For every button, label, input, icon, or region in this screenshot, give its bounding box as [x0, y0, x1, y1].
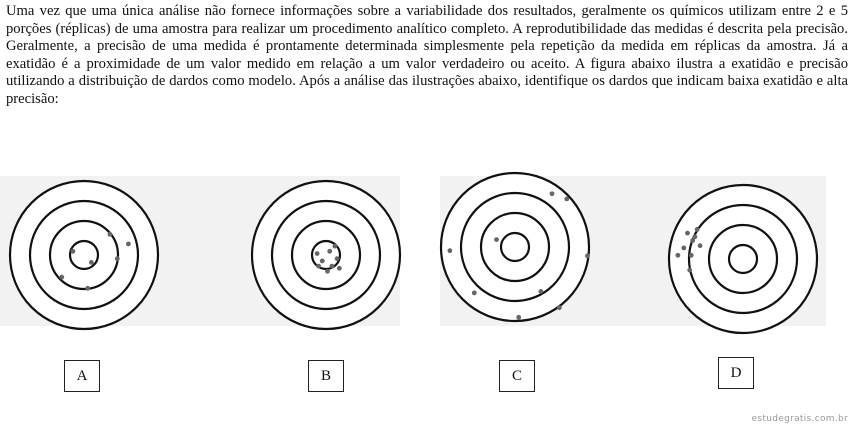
label-b: B — [308, 360, 344, 392]
label-a: A — [64, 360, 100, 392]
dart-mark — [330, 264, 335, 269]
dart-mark — [108, 232, 113, 237]
dart-mark — [675, 253, 680, 258]
dart-mark — [494, 237, 499, 242]
target-ring — [441, 173, 589, 321]
dart-mark — [320, 259, 325, 264]
target-a — [4, 175, 164, 335]
question-text: Uma vez que uma única análise não fornece informações sobre a variabilidade dos resultados, geralmente os químicos utilizam entre 2 e 5 porções (réplicas) de uma amostra para realizar um procedimento analítico completo. A reprodutibilidade das medidas é descrita pela precisão. Geralmente, a precisão de uma medida é prontamente determinada simplesmente pela repetição da medida em réplicas da amostra. Já a exatidão é a proximidade de um valor medido em relação a um valor verdadeiro ou aceito. A figura abaixo ilustra a exatidão e precisão utilizando a distribuição de dardos como modelo. Após a análise das ilustrações abaixo, identifique os dardos que indicam baixa exatidão e alta precisão: — [6, 3, 848, 107]
target-d — [663, 179, 823, 339]
dart-mark — [447, 248, 452, 253]
dart-mark — [472, 290, 477, 295]
dart-mark — [337, 266, 342, 271]
dart-mark — [89, 260, 94, 265]
dart-mark — [698, 243, 703, 248]
dart-mark — [585, 253, 590, 258]
dart-mark — [71, 249, 76, 254]
target-b — [246, 175, 406, 335]
dart-mark — [557, 305, 562, 310]
dart-mark — [695, 227, 700, 232]
dart-mark — [539, 289, 544, 294]
dart-mark — [316, 264, 321, 269]
dart-mark — [332, 244, 337, 249]
target-ring — [669, 185, 817, 333]
dart-mark — [681, 246, 686, 251]
dart-mark — [59, 275, 64, 280]
target-ring — [10, 181, 158, 329]
dart-mark — [115, 256, 120, 261]
label-c: C — [499, 360, 535, 392]
target-ring — [252, 181, 400, 329]
dart-mark — [689, 253, 694, 258]
dart-mark — [550, 191, 555, 196]
dart-mark — [685, 231, 690, 236]
target-c — [435, 167, 595, 327]
dart-mark — [85, 286, 90, 291]
dart-mark — [335, 256, 340, 261]
watermark: estudegratis.com.br — [751, 414, 848, 424]
dart-mark — [325, 269, 330, 274]
dart-mark — [693, 234, 698, 239]
dart-mark — [516, 315, 521, 320]
dart-mark — [315, 251, 320, 256]
label-d: D — [718, 357, 754, 389]
dart-mark — [327, 249, 332, 254]
dart-mark — [564, 197, 569, 202]
dart-mark — [687, 268, 692, 273]
dart-mark — [126, 242, 131, 247]
